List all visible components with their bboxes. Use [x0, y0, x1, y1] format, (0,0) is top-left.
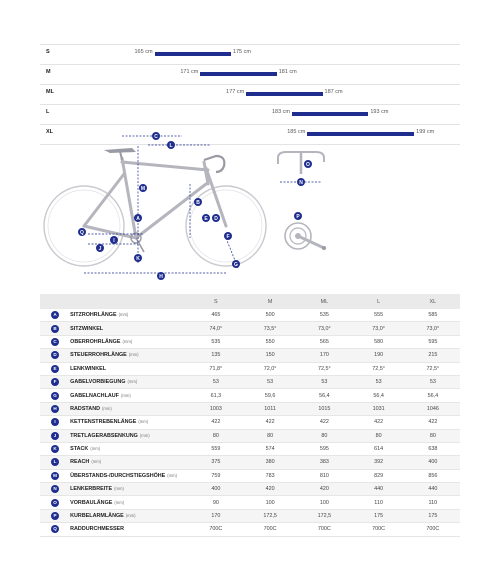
row-unit: (mm) — [167, 472, 178, 478]
row-value: 72,5° — [351, 362, 405, 375]
row-value: 72,5° — [406, 362, 460, 375]
row-value: 53 — [189, 375, 243, 388]
row-value: 170 — [189, 509, 243, 522]
size-max-height: 193 cm — [370, 109, 389, 115]
row-name: ÜBERSTANDS-/DURCHSTIEGSHÖHE — [70, 472, 166, 479]
size-row — [40, 44, 460, 65]
table-row — [40, 362, 460, 375]
row-value: 856 — [406, 469, 460, 482]
row-badge: K — [51, 445, 59, 453]
row-value: 53 — [351, 375, 405, 388]
row-value: 61,3 — [189, 389, 243, 402]
table-row — [40, 402, 460, 415]
row-value: 73,0° — [406, 322, 460, 335]
row-value: 422 — [243, 416, 297, 429]
row-value: 585 — [406, 309, 460, 322]
table-row — [40, 309, 460, 322]
row-name-cell — [70, 335, 189, 348]
row-value: 72,0° — [243, 362, 297, 375]
row-value: 72,5° — [297, 362, 351, 375]
row-value: 759 — [189, 469, 243, 482]
row-value: 1046 — [406, 402, 460, 415]
size-min-height: 177 cm — [226, 89, 245, 95]
size-label: M — [46, 69, 51, 75]
row-value: 383 — [297, 456, 351, 469]
row-badge-cell — [40, 509, 70, 522]
row-badge-cell — [40, 335, 70, 348]
size-min-height: 183 cm — [271, 109, 290, 115]
row-value: 1003 — [189, 402, 243, 415]
size-label: XL — [46, 129, 54, 135]
row-name: GABELNACHLAUF — [70, 392, 119, 399]
bike-geometry-svg — [40, 118, 460, 288]
row-value: 810 — [297, 469, 351, 482]
row-value: 595 — [297, 442, 351, 455]
row-name-cell — [70, 429, 189, 442]
row-value: 100 — [243, 496, 297, 509]
table-row — [40, 483, 460, 496]
row-value: 700C — [406, 523, 460, 536]
row-name-cell — [70, 322, 189, 335]
row-value: 700C — [351, 523, 405, 536]
table-row — [40, 469, 460, 482]
row-value: 574 — [243, 442, 297, 455]
row-value: 440 — [351, 483, 405, 496]
size-range-bar — [246, 92, 322, 96]
header-size: L — [351, 294, 405, 309]
row-badge: H — [51, 405, 59, 413]
row-value: 56,4 — [406, 389, 460, 402]
row-unit: (mm) — [139, 432, 150, 438]
row-value: 135 — [189, 349, 243, 362]
row-value: 638 — [406, 442, 460, 455]
geometry-table — [40, 294, 460, 537]
size-range-bar — [155, 52, 231, 56]
row-unit: (mm) — [90, 446, 101, 452]
row-badge: E — [51, 365, 59, 373]
size-max-height: 199 cm — [416, 129, 435, 135]
handlebar-top-view — [278, 152, 324, 186]
row-value: 465 — [189, 309, 243, 322]
row-name: REACH — [70, 459, 90, 466]
row-unit: (mm) — [118, 312, 129, 318]
row-badge: A — [51, 311, 59, 319]
row-name-cell — [70, 362, 189, 375]
table-row — [40, 335, 460, 348]
row-value: 80 — [189, 429, 243, 442]
row-unit: (mm) — [138, 419, 149, 425]
diagram-badge-f: F — [226, 234, 230, 240]
size-min-height: 185 cm — [287, 129, 306, 135]
row-name-cell — [70, 483, 189, 496]
geometry-table-body — [40, 309, 460, 536]
diagram-badge-b: B — [196, 200, 200, 206]
row-value: 392 — [351, 456, 405, 469]
row-name-cell — [70, 349, 189, 362]
row-name-cell — [70, 509, 189, 522]
row-badge-cell — [40, 442, 70, 455]
row-value: 80 — [351, 429, 405, 442]
geometry-diagram — [40, 118, 460, 288]
row-value: 700C — [297, 523, 351, 536]
row-name: VORBAULÄNGE — [70, 499, 113, 506]
row-name-cell — [70, 496, 189, 509]
row-value: 700C — [189, 523, 243, 536]
table-row — [40, 322, 460, 335]
diagram-badge-q: Q — [80, 230, 84, 236]
diagram-badge-c: C — [154, 134, 158, 140]
row-value: 175 — [406, 509, 460, 522]
crankset-view — [285, 212, 326, 250]
row-value: 73,5° — [243, 322, 297, 335]
header-size: M — [243, 294, 297, 309]
size-range-bar — [292, 112, 368, 116]
row-name: SITZROHRLÄNGE — [70, 312, 117, 319]
size-max-height: 181 cm — [278, 69, 297, 75]
row-name-cell — [70, 416, 189, 429]
size-max-height: 175 cm — [232, 49, 251, 55]
row-value: 829 — [351, 469, 405, 482]
row-badge: C — [51, 338, 59, 346]
table-row — [40, 416, 460, 429]
row-value: 400 — [189, 483, 243, 496]
row-name-cell — [70, 469, 189, 482]
row-name: OBERROHRLÄNGE — [70, 338, 121, 345]
row-badge: L — [51, 458, 59, 466]
diagram-badge-i: I — [113, 238, 115, 244]
row-value: 59,6 — [243, 389, 297, 402]
row-value: 559 — [189, 442, 243, 455]
row-name: STACK — [70, 446, 89, 453]
size-label: ML — [46, 89, 54, 95]
size-min-height: 165 cm — [134, 49, 153, 55]
table-row — [40, 389, 460, 402]
diagram-badge-e: E — [204, 216, 208, 222]
bike-frame — [84, 158, 226, 238]
row-value: 420 — [243, 483, 297, 496]
row-value: 1011 — [243, 402, 297, 415]
row-value: 422 — [297, 416, 351, 429]
row-badge-cell — [40, 349, 70, 362]
row-value: 1015 — [297, 402, 351, 415]
diagram-badge-g: G — [234, 262, 238, 268]
row-value: 73,0° — [351, 322, 405, 335]
row-value: 500 — [243, 309, 297, 322]
row-badge-cell — [40, 523, 70, 536]
row-value: 53 — [243, 375, 297, 388]
row-value: 53 — [406, 375, 460, 388]
row-badge: O — [51, 499, 59, 507]
table-row — [40, 509, 460, 522]
row-value: 170 — [297, 349, 351, 362]
row-badge: D — [51, 351, 59, 359]
row-value: 550 — [243, 335, 297, 348]
size-label: L — [46, 109, 50, 115]
row-badge-cell — [40, 389, 70, 402]
row-value: 422 — [406, 416, 460, 429]
row-value: 73,0° — [297, 322, 351, 335]
row-unit: (mm) — [127, 379, 138, 385]
row-value: 80 — [243, 429, 297, 442]
row-unit: (mm) — [114, 499, 125, 505]
row-value: 783 — [243, 469, 297, 482]
row-value: 80 — [406, 429, 460, 442]
header-blank — [70, 294, 189, 309]
row-unit: (mm) — [125, 513, 136, 519]
row-value: 700C — [243, 523, 297, 536]
row-unit: (mm) — [122, 338, 133, 344]
row-name-cell — [70, 523, 189, 536]
row-unit: (mm) — [128, 352, 139, 358]
row-badge-cell — [40, 456, 70, 469]
row-badge: J — [51, 432, 59, 440]
diagram-badge-k: K — [136, 256, 140, 262]
row-value: 190 — [351, 349, 405, 362]
diagram-badge-a: A — [136, 216, 140, 222]
row-value: 420 — [297, 483, 351, 496]
row-name-cell — [70, 456, 189, 469]
size-label: S — [46, 49, 50, 55]
table-row — [40, 523, 460, 536]
row-value: 535 — [297, 309, 351, 322]
row-badge-cell — [40, 322, 70, 335]
row-unit: (mm) — [120, 392, 131, 398]
row-value: 614 — [351, 442, 405, 455]
row-value: 110 — [406, 496, 460, 509]
row-value: 422 — [351, 416, 405, 429]
row-value: 110 — [351, 496, 405, 509]
row-name: TRETLAGERABSENKUNG — [70, 432, 138, 439]
size-min-height: 171 cm — [180, 69, 199, 75]
row-value: 100 — [297, 496, 351, 509]
row-value: 215 — [406, 349, 460, 362]
row-value: 400 — [406, 456, 460, 469]
row-value: 90 — [189, 496, 243, 509]
row-badge-cell — [40, 375, 70, 388]
row-badge-cell — [40, 496, 70, 509]
diagram-badge-m: M — [140, 186, 146, 192]
table-row — [40, 442, 460, 455]
row-badge: N — [51, 485, 59, 493]
row-value: 74,0° — [189, 322, 243, 335]
row-badge: G — [51, 392, 59, 400]
row-badge-cell — [40, 402, 70, 415]
row-name-cell — [70, 402, 189, 415]
row-badge: F — [51, 378, 59, 386]
svg-text:P: P — [296, 214, 300, 220]
row-value: 172,5 — [243, 509, 297, 522]
svg-text:N: N — [299, 180, 303, 186]
diagram-badge-j: J — [98, 246, 102, 252]
table-header-row — [40, 294, 460, 309]
size-row — [40, 85, 460, 105]
row-badge-cell — [40, 469, 70, 482]
row-name-cell — [70, 309, 189, 322]
row-value: 56,4 — [297, 389, 351, 402]
row-value: 380 — [243, 456, 297, 469]
table-row — [40, 349, 460, 362]
row-value: 595 — [406, 335, 460, 348]
row-value: 172,5 — [297, 509, 351, 522]
row-value: 440 — [406, 483, 460, 496]
row-value: 555 — [351, 309, 405, 322]
diagram-badge-h: H — [159, 274, 163, 280]
row-name: RADSTAND — [70, 405, 100, 412]
header-blank — [40, 294, 70, 309]
row-badge: M — [51, 472, 59, 480]
row-value: 565 — [297, 335, 351, 348]
row-badge: I — [51, 418, 59, 426]
row-value: 150 — [243, 349, 297, 362]
row-name: STEUERROHRLÄNGE — [70, 352, 127, 359]
row-name-cell — [70, 375, 189, 388]
row-badge-cell — [40, 362, 70, 375]
table-row — [40, 496, 460, 509]
table-row — [40, 375, 460, 388]
row-value: 375 — [189, 456, 243, 469]
row-name-cell — [70, 442, 189, 455]
row-name-cell — [70, 389, 189, 402]
row-unit: (mm) — [102, 405, 112, 411]
row-name: KURBELARMLÄNGE — [70, 513, 124, 520]
row-name: RADDURCHMESSER — [70, 526, 125, 533]
header-size: S — [189, 294, 243, 309]
row-badge: Q — [51, 525, 59, 533]
diagram-badge-l: L — [169, 143, 173, 149]
row-value: 175 — [351, 509, 405, 522]
row-badge-cell — [40, 429, 70, 442]
header-size: XL — [406, 294, 460, 309]
size-row — [40, 65, 460, 85]
row-name: LENKWINKEL — [70, 365, 107, 372]
row-value: 71,8° — [189, 362, 243, 375]
row-badge: P — [51, 512, 59, 520]
diagram-badge-d: D — [214, 216, 218, 222]
row-unit: (mm) — [91, 459, 102, 465]
row-name: GABELVORBIEGUNG — [70, 379, 126, 386]
row-unit: (mm) — [114, 486, 124, 492]
row-value: 56,4 — [351, 389, 405, 402]
row-badge-cell — [40, 416, 70, 429]
row-value: 80 — [297, 429, 351, 442]
row-badge-cell — [40, 483, 70, 496]
row-value: 53 — [297, 375, 351, 388]
row-badge-cell — [40, 309, 70, 322]
row-value: 1031 — [351, 402, 405, 415]
row-name: LENKERBREITE — [70, 486, 113, 493]
row-name: KETTENSTREBENLÄNGE — [70, 419, 137, 426]
row-value: 422 — [189, 416, 243, 429]
table-row — [40, 456, 460, 469]
size-max-height: 187 cm — [324, 89, 343, 95]
row-badge: B — [51, 325, 59, 333]
table-row — [40, 429, 460, 442]
size-range-bar — [200, 72, 276, 76]
svg-text:O: O — [306, 162, 310, 168]
row-name: SITZWINKEL — [70, 325, 104, 332]
header-size: ML — [297, 294, 351, 309]
row-value: 535 — [189, 335, 243, 348]
row-value: 580 — [351, 335, 405, 348]
